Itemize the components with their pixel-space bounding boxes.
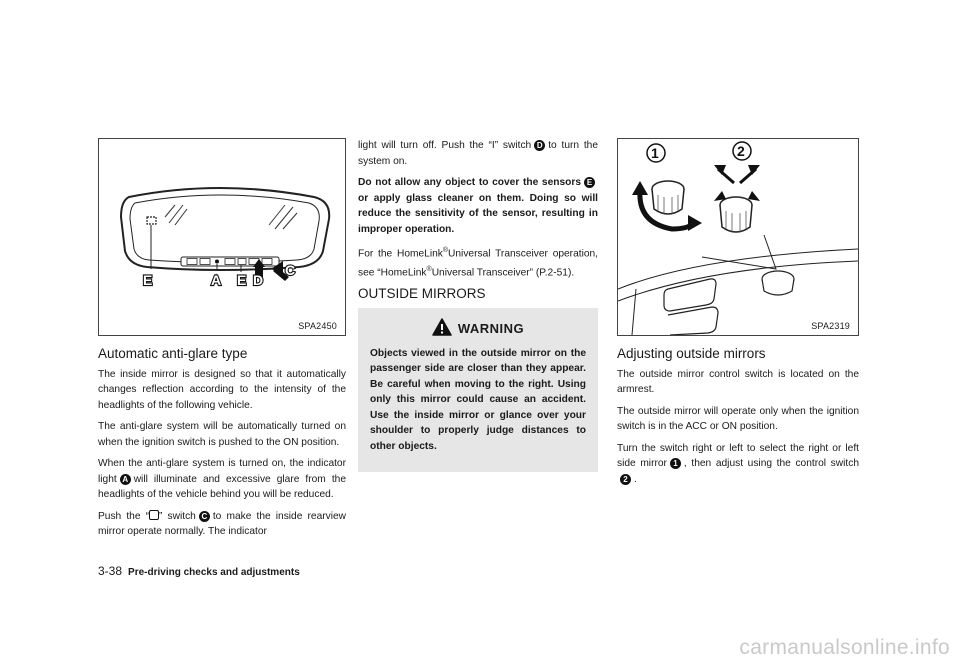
text: or apply glass cleaner on them. Doing so will reduce the sensitivity of the sensor, resulting in improper operation. (358, 192, 598, 235)
callout-c: C (285, 262, 296, 278)
mirror-switch-illustration (618, 139, 858, 335)
callout-ref-1: 1 (670, 458, 681, 469)
paragraph: The outside mirror will operate only when the ignition switch is in the ACC or ON position. (617, 405, 859, 433)
text: Push the “ (98, 510, 150, 522)
text: Universal Transceiver operation, see “HomeLink (358, 248, 599, 279)
text: ” switch (159, 510, 196, 522)
text: , then adjust using the control switch (683, 458, 859, 470)
section-title: Pre-driving checks and adjustments (128, 567, 300, 578)
figure-code: SPA2319 (811, 321, 850, 331)
text: will illuminate and excessive glare from the headlights of the vehicle behind you will be reduced. (98, 473, 346, 501)
callout-ref-e: E (584, 177, 595, 188)
paragraph (617, 441, 859, 488)
caution-paragraph (358, 175, 598, 237)
text: . (634, 473, 637, 485)
section-heading-adjusting-mirrors: Adjusting outside mirrors (617, 346, 766, 361)
rearview-mirror-figure (98, 138, 346, 336)
section-heading-outside-mirrors: OUTSIDE MIRRORS (358, 285, 486, 301)
text: light will turn off. Push the “I” switch (358, 140, 532, 151)
text: Turn the switch right or left to select the right or left side mirror (617, 442, 859, 470)
callout-2: 2 (737, 143, 745, 159)
page-number: 3-38 (98, 564, 123, 578)
outside-mirror-switch-figure (617, 138, 859, 336)
figure-code: SPA2450 (298, 321, 337, 331)
callout-ref-d: D (534, 140, 545, 151)
middle-column (358, 138, 598, 472)
homelink-paragraph (358, 243, 598, 281)
callout-ref-c: C (199, 511, 210, 522)
warning-triangle-icon (432, 318, 452, 336)
callout-d: D (253, 272, 264, 288)
right-column (617, 138, 859, 493)
text: For the HomeLink (358, 248, 443, 260)
paragraph: The outside mirror control switch is located on the armrest. (617, 368, 859, 396)
paragraph: The anti-glare system will be automatically turned on when the ignition switch is pushed to the ON position. (98, 421, 346, 448)
warning-box (358, 308, 598, 473)
registered-mark: ® (426, 265, 432, 273)
page-footer (98, 564, 300, 578)
paragraph (98, 509, 346, 540)
callout-e-right: E (237, 272, 247, 288)
text: When the anti-glare system is turned on, the indicator light (98, 458, 346, 485)
warning-label: WARNING (457, 320, 525, 336)
mirror-switch-icon (149, 510, 159, 520)
callout-ref-2: 2 (620, 474, 631, 485)
callout-e-left: E (143, 272, 153, 288)
text: to make the inside rearview mirror operate normally. The indicator (98, 510, 347, 538)
callout-a: A (211, 272, 222, 288)
paragraph (358, 138, 598, 169)
callout-1: 1 (651, 145, 659, 161)
registered-mark: ® (442, 247, 449, 254)
paragraph (98, 456, 346, 503)
text: Do not allow any object to cover the sensors (358, 177, 581, 188)
section-heading-anti-glare: Automatic anti-glare type (98, 346, 248, 361)
callout-ref-a: A (120, 474, 131, 485)
text: Universal Transceiver” (P.2-51). (431, 267, 575, 279)
paragraph: The inside mirror is designed so that it automatically changes reflection according to the intensity of the headlights of the following vehicle. (98, 368, 346, 411)
left-column (98, 138, 346, 546)
text: to turn the system on. (358, 140, 598, 167)
watermark: carmanualsonline.info (739, 636, 950, 659)
warning-title (370, 318, 586, 336)
rearview-mirror-illustration (99, 139, 345, 335)
warning-text: Objects viewed in the outside mirror on the passenger side are closer than they appear. Be careful when moving to the right. Using only this mirror could cause an accident. Use the inside mirror or glance over your shoulder to properly judge distances to other objects. (370, 347, 586, 452)
